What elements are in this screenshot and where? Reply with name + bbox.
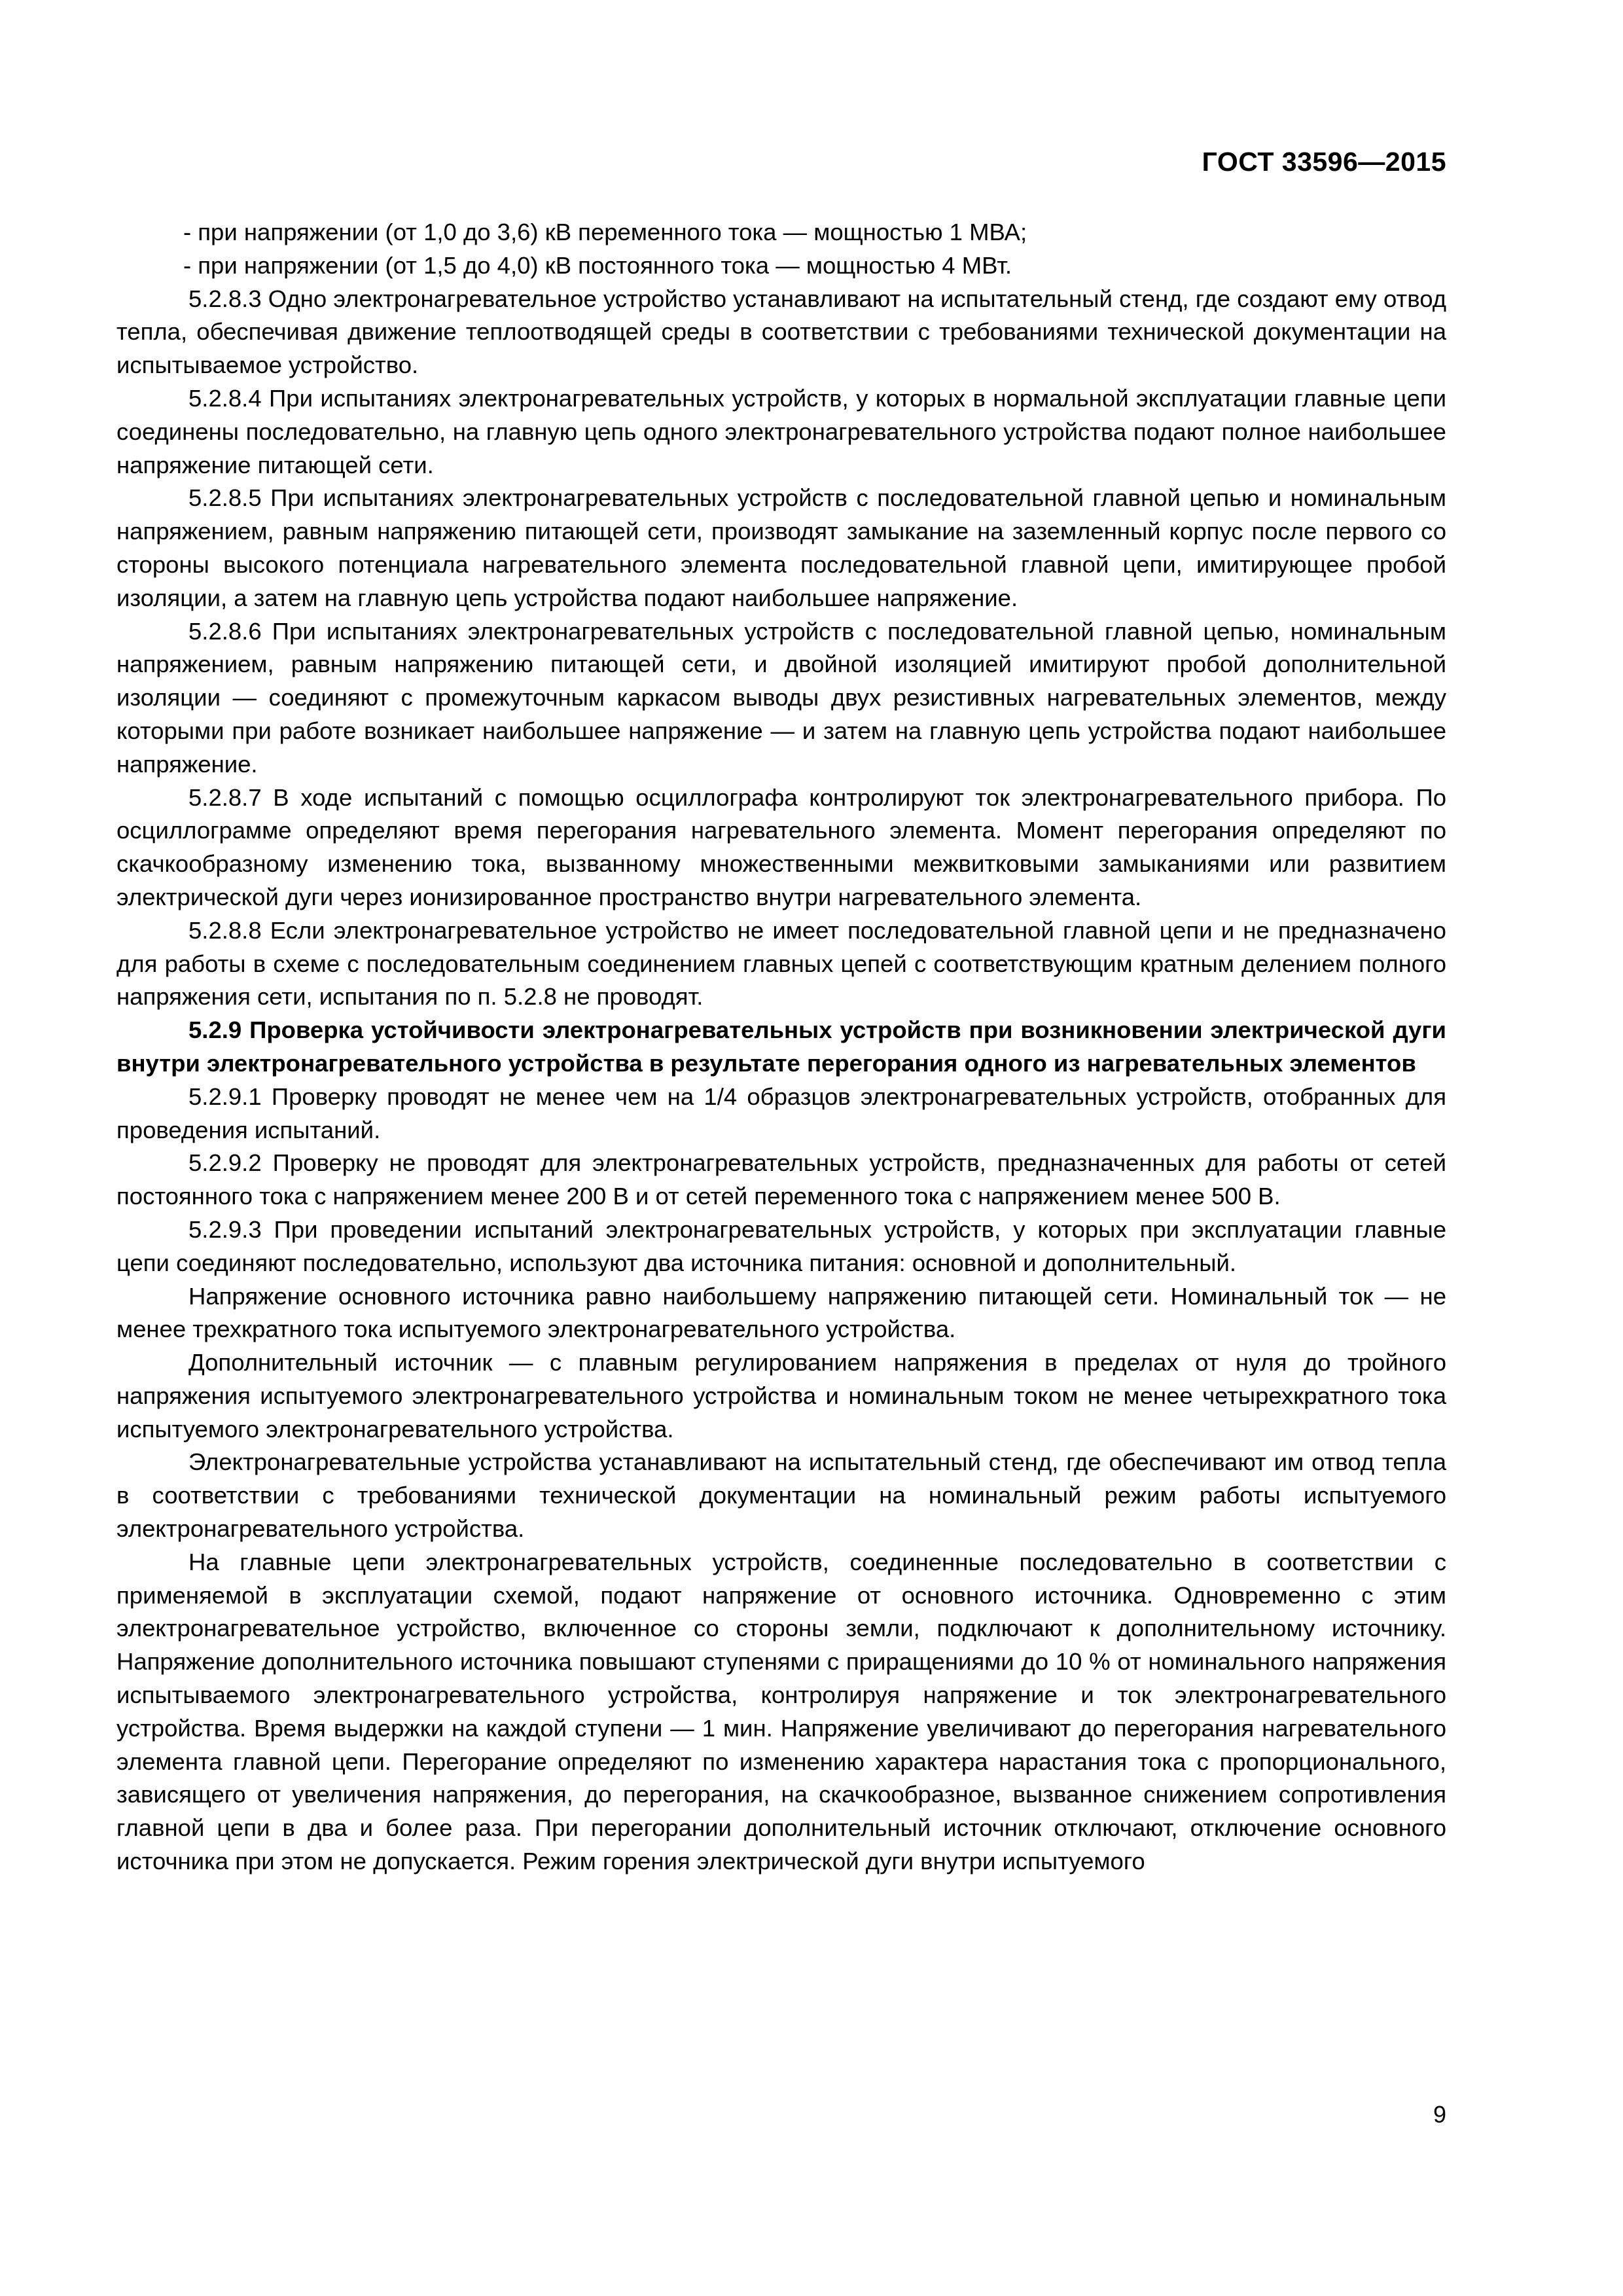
clause-5-2-8-8: 5.2.8.8 Если электронагревательное устройство не имеет последовательной главной цепи и не предназначено для работы в схеме с последовательным соединением главных цепей с соответствующим кратным делением полного напряжения сети, испытания по п. 5.2.8 не проводят. — [116, 916, 1446, 1011]
section-heading-5-2-9: 5.2.9 Проверка устойчивости электронагревательных устройств при возникновении электрической дуги внутри электронагревательного устройства в результате перегорания одного из нагревательных элементов — [116, 1016, 1446, 1077]
document-body — [116, 216, 1446, 1878]
list-item-dc-power: - при напряжении (от 1,5 до 4,0) кВ постоянного тока — мощностью 4 МВт. — [183, 251, 1012, 279]
clause-5-2-9-3: 5.2.9.3 При проведении испытаний электронагревательных устройств, у которых при эксплуатации главные цепи соединяют последовательно, используют два источника питания: основной и дополнительный. — [116, 1215, 1446, 1276]
document-code-header: ГОСТ 33596—2015 — [1202, 147, 1446, 177]
clause-5-2-9-1: 5.2.9.1 Проверку проводят не менее чем на 1/4 образцов электронагревательных устройств, отобранных для проведения испытаний. — [116, 1083, 1446, 1143]
clause-5-2-8-7: 5.2.8.7 В ходе испытаний с помощью осциллографа контролируют ток электронагревательного прибора. По осциллограмме определяют время перегорания нагревательного элемента. Момент перегорания определяют по скачкообразному изменению тока, вызванному множественными межвитковыми замыканиями или развитием электрической дуги через ионизированное пространство внутри нагревательного элемента. — [116, 783, 1446, 910]
clause-5-2-9-2: 5.2.9.2 Проверку не проводят для электронагревательных устройств, предназначенных для работы от сетей постоянного тока с напряжением менее 200 В и от сетей переменного тока с напряжением менее 500 В. — [116, 1149, 1446, 1210]
paragraph-main-source: Напряжение основного источника равно наибольшему напряжению питающей сети. Номинальный ток — не менее трехкратного тока испытуемого электронагревательного устройства. — [116, 1282, 1446, 1343]
list-item-ac-power: - при напряжении (от 1,0 до 3,6) кВ переменного тока — мощностью 1 МВА; — [183, 219, 1027, 245]
clause-5-2-8-4: 5.2.8.4 При испытаниях электронагревательных устройств, у которых в нормальной эксплуатации главные цепи соединены последовательно, на главную цепь одного электронагревательного устройства подают полное наибольшее напряжение питающей сети. — [116, 384, 1446, 478]
paragraph-additional-source: Дополнительный источник — с плавным регулированием напряжения в пределах от нуля до тройного напряжения испытуемого электронагревательного устройства и номинальным током не менее четырехкратного тока испытуемого электронагревательного устройства. — [116, 1349, 1446, 1443]
paragraph-test-procedure: На главные цепи электронагревательных устройств, соединенные последовательно в соответствии с применяемой в эксплуатации схемой, подают напряжение от основного источника. Одновременно с этим электронагревательное устройство, включенное со стороны земли, подключают к дополнительному источнику. Напряжение дополнительного источника повышают ступенями с приращениями до 10 % от номинального напряжения испытываемого электронагревательного устройства, контролируя напряжение и ток электронагревательного устройства. Время выдержки на каждой ступени — 1 мин. Напряжение увеличивают до перегорания нагревательного элемента главной цепи. Перегорание определяют по изменению характера нарастания тока с пропорционального, зависящего от увеличения напряжения, до перегорания, на скачкообразное, вызванное снижением сопротивления главной цепи в два и более раза. При перегорании дополнительный источник отключают, отключение основного источника при этом не допускается. Режим горения электрической дуги внутри испытуемого — [116, 1548, 1446, 1875]
clause-5-2-8-5: 5.2.8.5 При испытаниях электронагревательных устройств с последовательной главной цепью и номинальным напряжением, равным напряжению питающей сети, производят замыкание на заземленный корпус после первого со стороны высокого потенциала нагревательного элемента последовательной главной цепи, имитирующее пробой изоляции, а затем на главную цепь устройства подают наибольшее напряжение. — [116, 484, 1446, 611]
paragraph-test-stand: Электронагревательные устройства устанавливают на испытательный стенд, где обеспечивают им отвод тепла в соответствии с требованиями технической документации на номинальный режим работы испытуемого электронагревательного устройства. — [116, 1448, 1446, 1543]
page-number: 9 — [1433, 2101, 1446, 2128]
clause-5-2-8-6: 5.2.8.6 При испытаниях электронагревательных устройств с последовательной главной цепью, номинальным напряжением, равным напряжению питающей сети, и двойной изоляцией имитируют пробой дополнительной изоляции — соединяют с промежуточным каркасом выводы двух резистивных нагревательных элементов, между которыми при работе возникает наибольшее напряжение — и затем на главную цепь устройства подают наибольшее напряжение. — [116, 617, 1446, 778]
clause-5-2-8-3: 5.2.8.3 Одно электронагревательное устройство устанавливают на испытательный стенд, где создают ему отвод тепла, обеспечивая движение теплоотводящей среды в соответствии с требованиями технической документации на испытываемое устройство. — [116, 285, 1446, 379]
